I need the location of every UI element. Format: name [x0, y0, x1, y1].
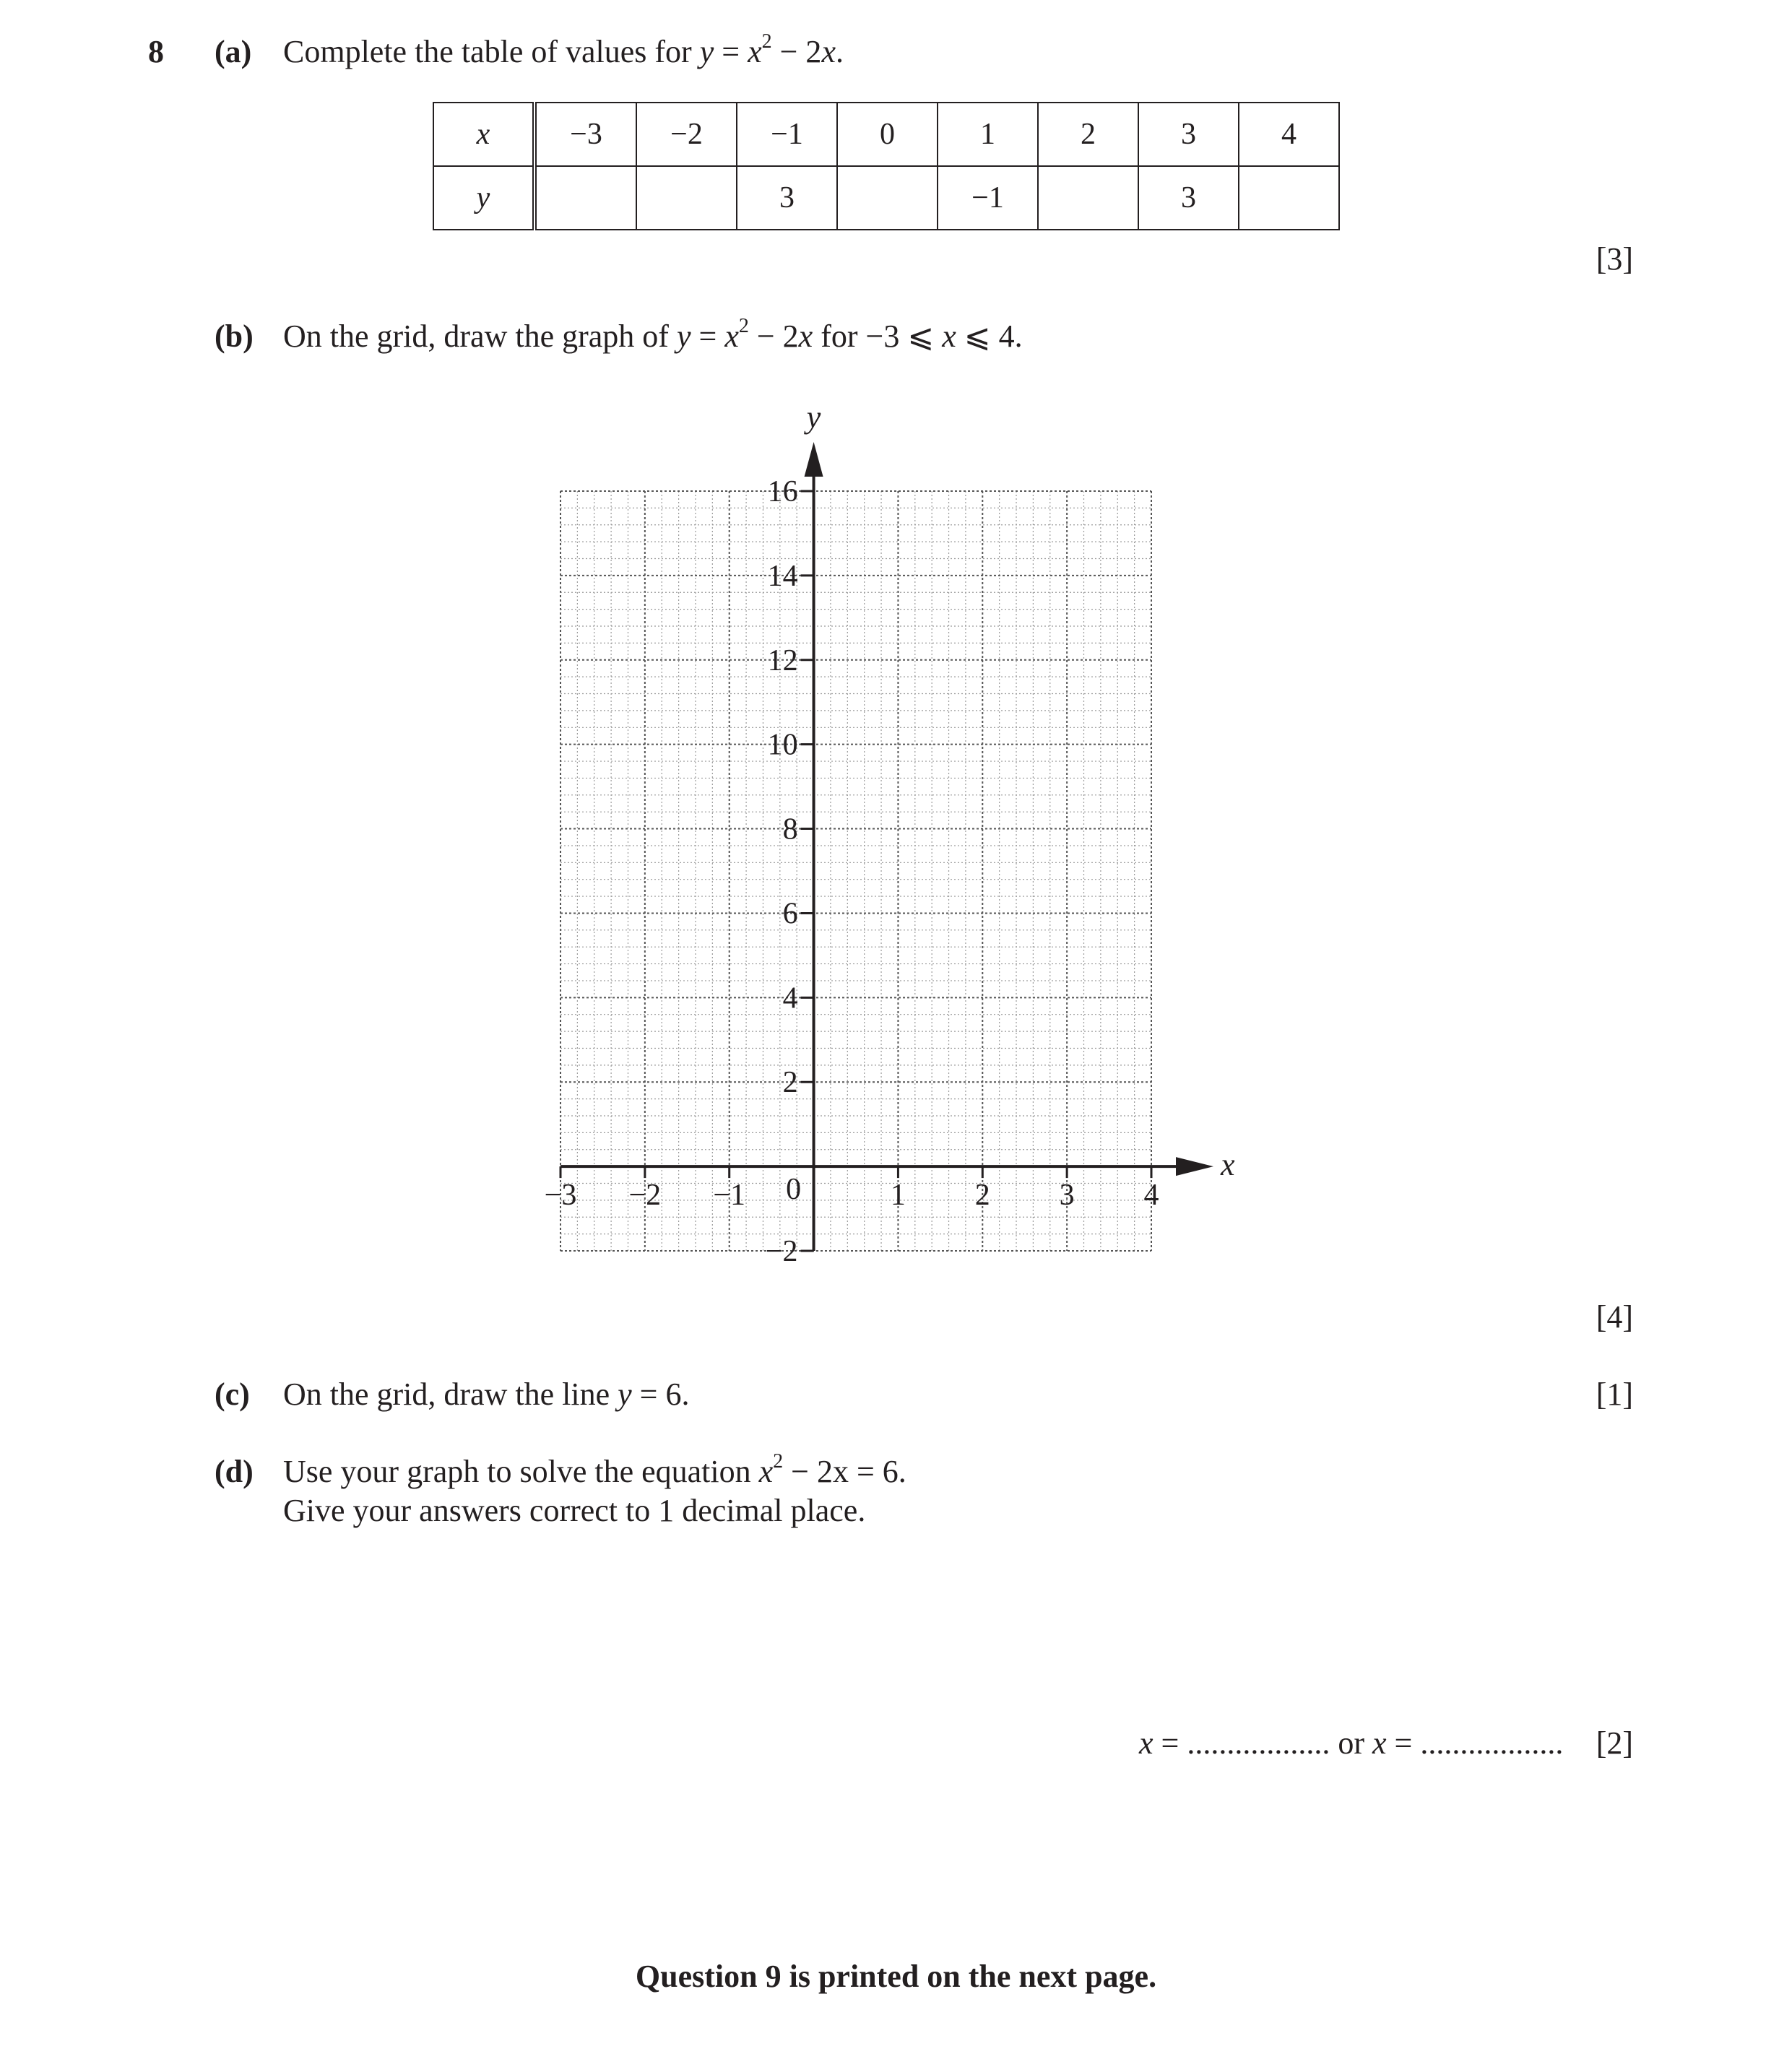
x-tick-label: 2: [974, 1179, 990, 1213]
answer-field-1[interactable]: = ..................: [1153, 1725, 1330, 1761]
table-cell-y: −1: [938, 166, 1038, 230]
y-tick-label: 2: [782, 1066, 798, 1100]
y-tick-label: 6: [782, 897, 798, 931]
table-header-x: x: [433, 103, 534, 166]
part-d-text: Use your graph to solve the equation: [283, 1454, 751, 1489]
part-a-eq-y: y: [699, 34, 714, 69]
y-tick-label: 4: [782, 981, 798, 1015]
part-a-eq-eq: =: [714, 34, 748, 69]
table-cell-x: −2: [636, 103, 737, 166]
part-b-range-x: x: [942, 318, 956, 354]
table-cell-y: 3: [1138, 166, 1239, 230]
table-cell-x: 0: [837, 103, 938, 166]
part-b-eq-eq: =: [691, 318, 725, 354]
part-c-text: On the grid, draw the line: [283, 1377, 610, 1412]
answer-or: or: [1330, 1725, 1373, 1761]
part-d-answer-line[interactable]: [1139, 1725, 1563, 1761]
table-cell-x: 2: [1038, 103, 1138, 166]
table-cell-y: 3: [737, 166, 837, 230]
part-b-eq-exp: 2: [738, 315, 749, 337]
axes: [560, 442, 1213, 1251]
x-tick-label: −3: [544, 1179, 577, 1213]
table-cell-x: −1: [737, 103, 837, 166]
part-d-eq-rest: − 2x = 6.: [783, 1454, 906, 1489]
part-d-eq-x: x: [758, 1454, 774, 1489]
part-c-question: [283, 1376, 689, 1413]
footer-note: Question 9 is printed on the next page.: [635, 1959, 1157, 1994]
part-a-label: (a): [215, 34, 252, 69]
part-d-question: [283, 1450, 906, 1490]
part-d-instruction: Give your answers correct to 1 decimal place.: [283, 1493, 866, 1528]
x-tick-label: 1: [890, 1179, 906, 1213]
part-a-text: Complete the table of values for: [283, 34, 692, 69]
x-tick-label: −2: [628, 1179, 662, 1213]
part-b-text: On the grid, draw the graph of: [283, 318, 669, 354]
part-a-eq-x2: x: [821, 34, 836, 69]
part-b-eq-rest: − 2: [748, 318, 799, 354]
part-c-eq-rest: = 6.: [631, 1377, 690, 1412]
y-tick-label: 8: [782, 812, 798, 846]
x-tick-label: 3: [1059, 1179, 1075, 1213]
x-tick-label: 4: [1143, 1179, 1159, 1213]
part-b-range-pre: −3 ⩽: [865, 318, 943, 354]
part-b-marks: [4]: [1596, 1299, 1633, 1335]
answer-x2-label: x: [1372, 1725, 1387, 1761]
axis-labels: [545, 399, 1235, 1268]
part-c-marks: [1]: [1596, 1377, 1633, 1412]
part-b-eq-y: y: [676, 318, 691, 354]
part-d-eq-exp: 2: [773, 1450, 784, 1473]
y-tick-label: 16: [767, 475, 798, 508]
part-b-for: for: [813, 318, 866, 354]
part-a-marks: [3]: [1596, 241, 1633, 277]
part-d-label: (d): [215, 1454, 254, 1489]
y-tick-label: 12: [767, 643, 798, 677]
part-a-eq-exp: 2: [761, 30, 772, 53]
y-tick-label: −2: [765, 1235, 798, 1268]
part-a-eq-x: x: [748, 34, 762, 69]
y-axis-label: y: [806, 399, 821, 435]
x-axis-arrow: [1176, 1157, 1213, 1176]
question-number: 8: [148, 34, 164, 69]
part-d-marks: [2]: [1596, 1725, 1633, 1761]
axis-ticks: [560, 491, 1151, 1251]
part-c-eq-y: y: [618, 1377, 632, 1412]
part-c-label: (c): [215, 1377, 250, 1412]
table-cell-x: 3: [1138, 103, 1239, 166]
part-b-eq-x2: x: [798, 318, 813, 354]
answer-x1-label: x: [1139, 1725, 1153, 1761]
grid-lines: [560, 491, 1151, 1251]
y-tick-label: 14: [767, 559, 798, 593]
answer-field-2[interactable]: = ..................: [1386, 1725, 1564, 1761]
part-a-eq-end: .: [835, 34, 844, 69]
table-cell-x: −3: [534, 103, 636, 166]
table-header-y: y: [433, 166, 534, 230]
y-tick-label: 10: [767, 728, 798, 762]
x-axis-label: x: [1221, 1147, 1235, 1183]
origin-label: 0: [786, 1173, 802, 1207]
part-a-eq-rest: − 2: [771, 34, 822, 69]
part-b-range-post: ⩽ 4.: [956, 318, 1023, 354]
part-b-label: (b): [215, 318, 254, 354]
table-cell-x: 1: [938, 103, 1038, 166]
part-b-eq-x: x: [724, 318, 739, 354]
table-cell-x: 4: [1239, 103, 1339, 166]
x-tick-label: −1: [713, 1179, 746, 1213]
y-axis-arrow: [805, 442, 823, 477]
